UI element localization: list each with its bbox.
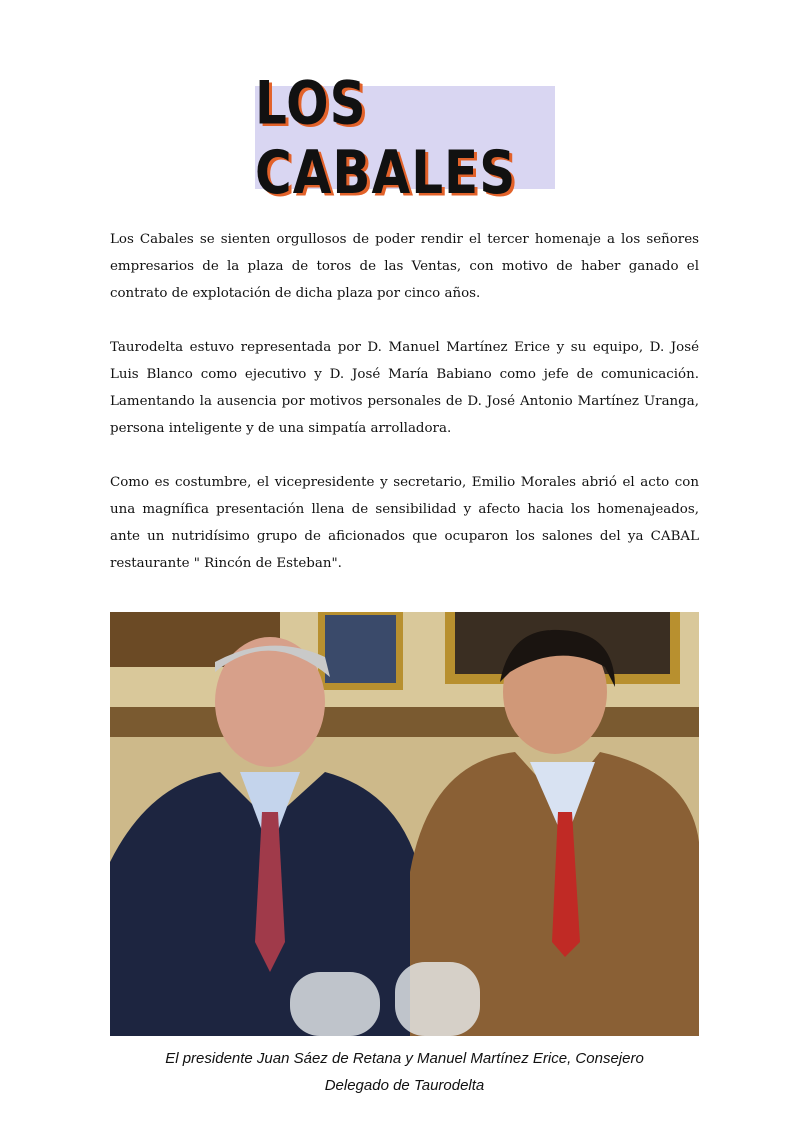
article-body [110,226,699,604]
paragraph-taurodelta: Taurodelta estuvo representada por D. Manuel Martínez Erice y su equipo, D. José Luis Blanco como ejecutivo y D. José María Babiano como jefe de comunicación. Lamentando la ausencia por motivos personales de D. José Antonio Martínez Uranga, persona inteligente y de una simpatía arrolladora. [110,340,699,436]
los-cabales-logo [255,67,555,208]
event-photo [110,612,699,1036]
caption-line-2: Delegado de Taurodelta [324,1077,485,1094]
caption-line-1: El presidente Juan Sáez de Retana y Manuel Martínez Erice, Consejero [165,1050,644,1067]
logo-text: LOS CABALES [255,67,517,208]
paragraph-ceremony: Como es costumbre, el vicepresidente y secretario, Emilio Morales abrió el acto con una magnífica presentación llena de sensibilidad y afecto hacia los homenajeados, ante un nutridísimo grupo de aficionados que ocuparon los salones del ya CABAL restaurante " Rincón de Esteban". [110,475,699,571]
photo-caption [110,1045,699,1099]
paragraph-intro: Los Cabales se sienten orgullosos de poder rendir el tercer homenaje a los señores empresarios de la plaza de toros de las Ventas, con motivo de haber ganado el contrato de explotación de dicha plaza por cinco años. [110,232,699,301]
